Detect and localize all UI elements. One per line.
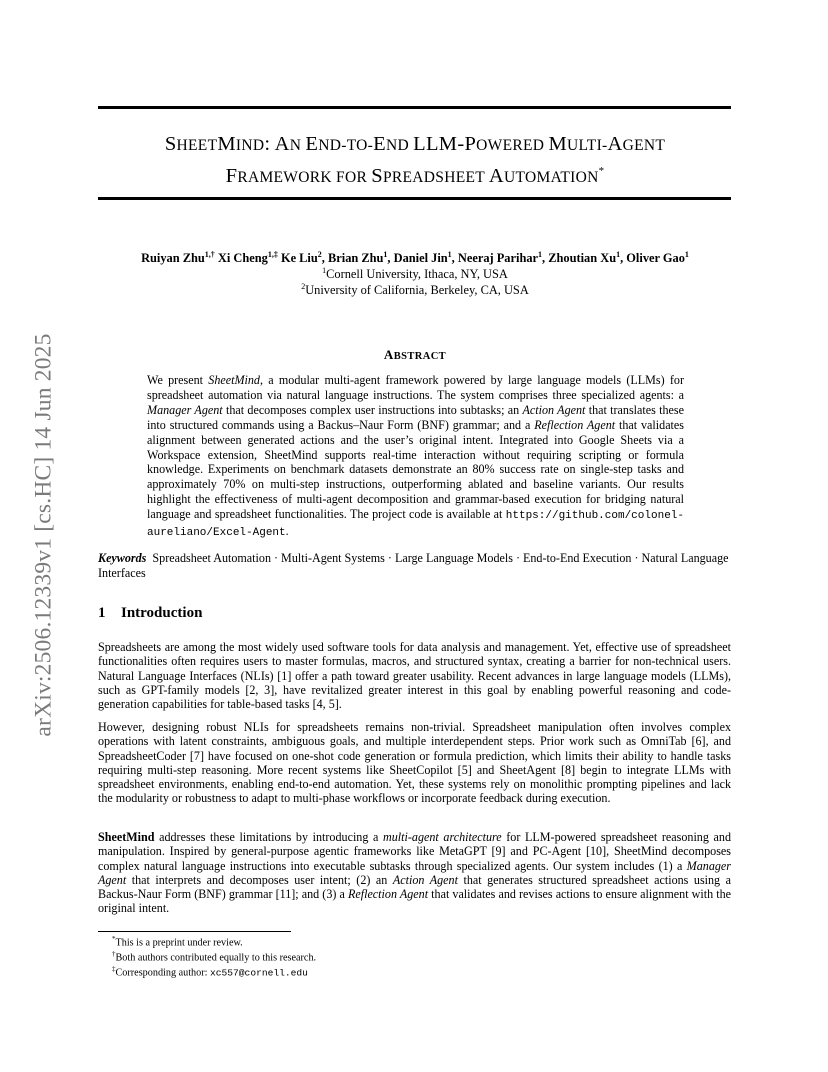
author-name: Xi Cheng: [217, 251, 268, 266]
intro-paragraph-2: However, designing robust NLIs for spreadsheets remains non-trivial. Spreadsheet manipulation often involves complex operations with latent constraints, ambiguous goals, and multiple interdependent steps. Prior work such as OmniTab [6], and SpreadsheetCoder [7] have focused on one-shot code generation or formula prediction, which limits their ability to handle tasks requiring multi-step reasoning. More recent systems like SheetCopilot [5] and SheetAgent [8] begin to integrate LLMs with spreadsheet environments, enabling end-to-end automation. Yet, these systems rely on monolithic prompting pipelines and lack the modularity or robustness to adapt to multi-phase workflows or incorporate feedback during execution.: [98, 720, 731, 806]
abstract-body: We present SheetMind, a modular multi-agent framework powered by large language models (LLMs) for spreadsheet automation via natural language instructions. The system comprises three specialized agents: a Manager Agent that decomposes complex user instructions into subtasks; an Action Agent that translates these into structured commands using a Backus–Naur Form (BNF) grammar; and a Reflection Agent that validates alignment between generated actions and the user’s original intent. Integrated into Google Sheets via a Workspace extension, SheetMind supports real-time interaction without requiring scripting or formula knowledge. Experiments on benchmark datasets demonstrate an 80% success rate on single-step tasks and approximately 70% on multi-step instructions, outperforming ablated and baseline variants. Our results highlight the effectiveness of multi-agent decomposition and grammar-based execution for bridging natural language and spreadsheet functionalities. The project code is available at https://github.com/colonel-aureliano/Excel-Agent.: [147, 373, 684, 540]
project-code-link[interactable]: https://github.com/colonel-aureliano/Excel-Agent: [147, 510, 684, 540]
author-affiliation-mark: 2: [317, 250, 322, 259]
author-separator: ,: [451, 251, 458, 266]
intro-paragraph-1: Spreadsheets are among the most widely used software tools for data analysis and management. Yet, effective use of spreadsheet functionalities often requires users to master formulas, macros, and structured syntax, creating a barrier for non-technical users. Natural Language Interfaces (NLIs) [1] offer a path toward greater usability. Recent advances in large language models (LLMs), such as GPT-family models [2, 3], have revitalized greater interest in this goal by enabling powerful reasoning and code-generation capabilities for table-based tasks [4, 5].: [98, 640, 731, 712]
arxiv-identifier: arXiv:2506.12339v1 [cs.HC] 14 Jun 2025: [30, 333, 57, 737]
affiliation-2: $^2$University of California, Berkeley, CA, USA: [301, 282, 529, 298]
author-affiliation-mark: 1: [616, 250, 621, 259]
author-name: Oliver Gao: [626, 251, 685, 266]
author-affiliation-mark: 1,†: [204, 250, 215, 259]
footnote-preprint: *This is a preprint under review.: [112, 935, 243, 949]
keywords: Keywords Spreadsheet Automation · Multi-Agent Systems · Large Language Models · End-to-End Execution · Natural Language Interfaces: [98, 551, 729, 580]
footnote-corresponding-author: ‡Corresponding author: xc557@cornell.edu: [112, 965, 308, 979]
author-name: Brian Zhu: [327, 251, 384, 266]
title-top-rule: [98, 106, 731, 109]
corresponding-email-link[interactable]: xc557@cornell.edu: [210, 967, 308, 979]
paper-title-line-2: FRAMEWORK FOR SPREADSHEET AUTOMATION*: [225, 164, 605, 187]
author-name: Ke Liu: [280, 251, 318, 266]
author-affiliation-mark: 1: [383, 250, 388, 259]
author-name: Ruiyan Zhu: [141, 251, 205, 266]
author-affiliation-mark: 1: [684, 250, 689, 259]
author-name: Neeraj Parihar: [457, 251, 539, 266]
author-name: Zhoutian Xu: [548, 251, 617, 266]
section-heading-introduction: 1 Introduction: [98, 605, 203, 621]
author-name: Daniel Jin: [393, 251, 448, 266]
author-affiliation-mark: 1,‡: [267, 250, 278, 259]
author-separator: ,: [387, 251, 394, 266]
intro-paragraph-3: SheetMind addresses these limitations by introducing a multi-agent architecture for LLM-powered spreadsheet reasoning and manipulation. Inspired by general-purpose agentic frameworks like MetaGPT [9] and PC-Agent [10], SheetMind decomposes complex natural language instructions into executable subtasks through specialized agents. Our system includes (1) a Manager Agent that interprets and decomposes user intent; (2) an Action Agent that generates structured spreadsheet actions using a Backus-Naur Form (BNF) grammar [11]; and (3) a Reflection Agent that validates and revises actions to ensure alignment with the original intent.: [98, 830, 732, 916]
paper-title-line-1: SHEETMIND: AN END-TO-END LLM-POWERED MULTI-AGENT: [164, 133, 666, 155]
author-affiliation-mark: 1: [447, 250, 452, 259]
author-affiliation-mark: 1: [538, 250, 543, 259]
author-separator: ,: [620, 251, 627, 266]
footnote-equal-contribution: †Both authors contributed equally to this research.: [112, 950, 317, 964]
author-separator: ,: [542, 251, 549, 266]
footnote-rule: [98, 931, 291, 932]
affiliation-1: $^1$Cornell University, Ithaca, NY, USA: [322, 266, 508, 282]
author-separator: ,: [321, 251, 328, 266]
title-bottom-rule: [98, 197, 731, 200]
abstract-heading: ABSTRACT: [383, 347, 447, 362]
